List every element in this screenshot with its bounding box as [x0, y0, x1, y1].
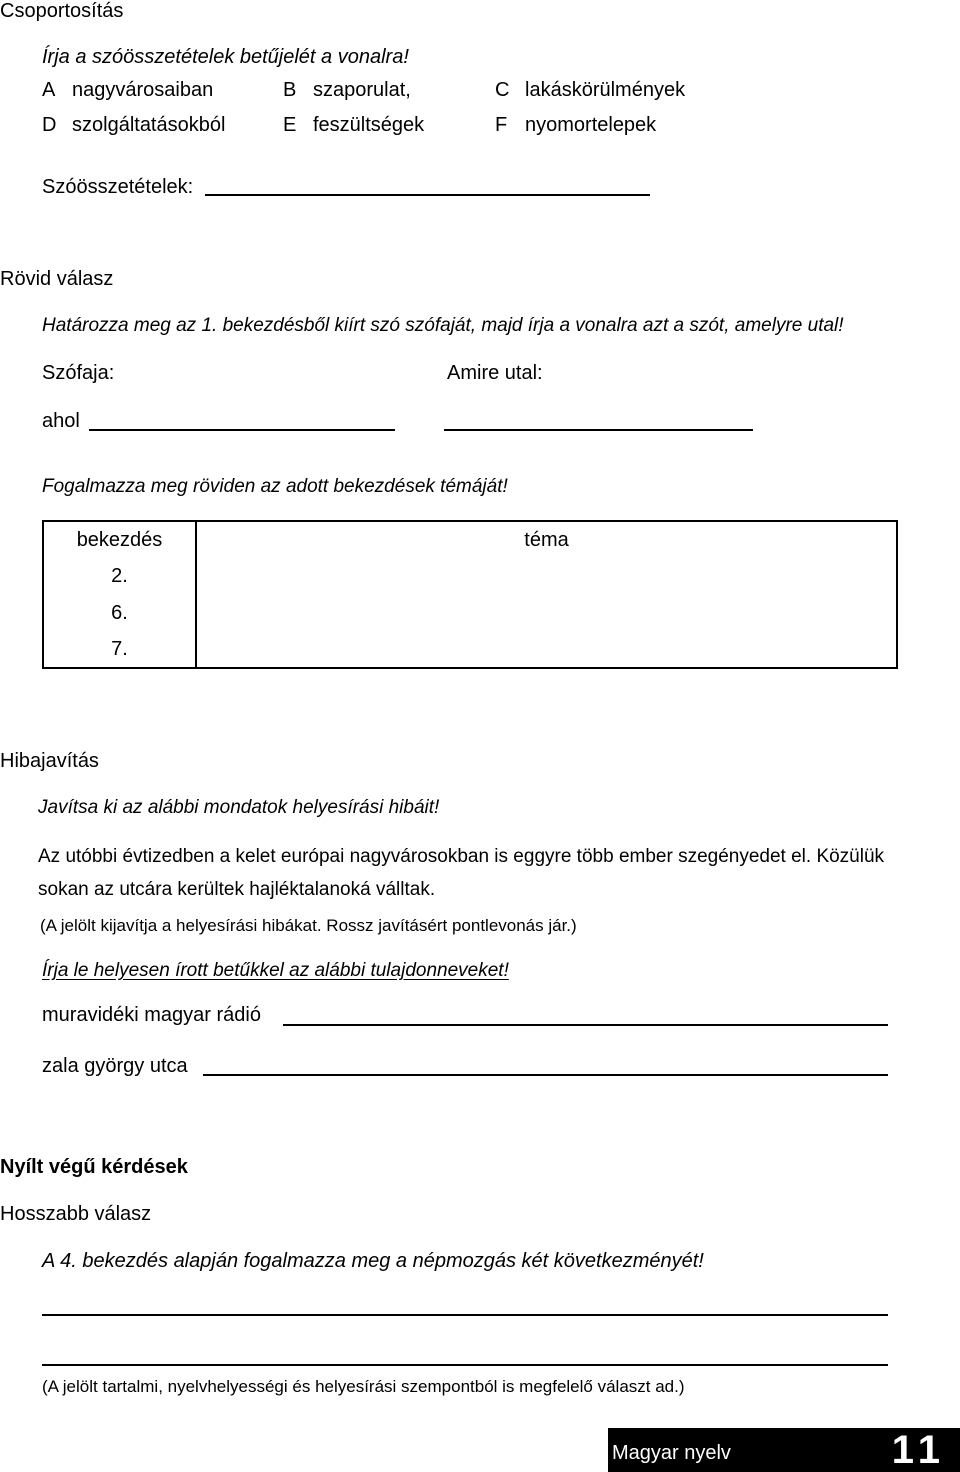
option-word: szolgáltatásokból: [72, 114, 226, 136]
answer-line-2[interactable]: [42, 1364, 888, 1366]
option-letter: E: [283, 114, 297, 136]
option-a: [42, 79, 214, 102]
option-letter: C: [495, 79, 510, 101]
theme-table: [42, 520, 898, 669]
open-instruction: A 4. bekezdés alapján fogalmazza meg a népmozgás két következményét!: [42, 1250, 704, 1272]
compound-answer-label: Szóösszetételek:: [42, 176, 194, 198]
correction-note: (A jelölt kijavítja a helyesírási hibákat. Rossz javításért pontlevonás jár.): [40, 916, 577, 935]
correction-text-line1: Az utóbbi évtizedben a kelet európai nagyvárosokban is eggyre több ember szegényedet el. Közülük: [38, 846, 885, 867]
refers-to-label: Amire utal:: [447, 362, 543, 384]
option-f: [495, 114, 657, 137]
refers-to-answer-line[interactable]: [444, 429, 753, 431]
option-word: nagyvárosaiban: [72, 79, 214, 101]
option-word: lakáskörülmények: [525, 79, 686, 101]
option-word: nyomortelepek: [525, 114, 657, 136]
option-word: szaporulat,: [313, 79, 411, 101]
theme-answer-cell[interactable]: [196, 558, 897, 668]
table-header-row: [43, 521, 897, 558]
correction-text-line2: sokan az utcára kerültek hajléktalanoká válltak.: [38, 879, 436, 900]
correction-instruction: Javítsa ki az alábbi mondatok helyesírási hibáit!: [38, 797, 440, 818]
option-b: [283, 79, 411, 102]
option-letter: A: [42, 79, 56, 101]
proper-names-instruction: Írja le helyesen írott betűkkel az alábbi tulajdonneveket!: [42, 960, 509, 981]
open-questions-heading: Nyílt végű kérdések: [0, 1156, 188, 1178]
short-answer-heading: Rövid válasz: [0, 268, 114, 290]
option-letter: B: [283, 79, 297, 101]
correction-heading: Hibajavítás: [0, 750, 99, 772]
option-word: feszültségek: [313, 114, 425, 136]
proper-name-2: zala györgy utca: [42, 1055, 188, 1077]
answer-line-1[interactable]: [42, 1314, 888, 1316]
word-class-answer-line[interactable]: [89, 429, 395, 431]
option-letter: F: [495, 114, 508, 136]
table-row: [43, 558, 897, 668]
proper-name-1-line[interactable]: [283, 1024, 888, 1026]
short-answer-instruction: Határozza meg az 1. bekezdésből kiírt szó szófaját, majd írja a vonalra azt a szót, amelyre utal!: [42, 315, 844, 336]
proper-name-2-line[interactable]: [203, 1074, 888, 1076]
footer-banner: [608, 1428, 960, 1472]
theme-instruction: Fogalmazza meg röviden az adott bekezdések témáját!: [42, 476, 508, 497]
grouping-heading: Csoportosítás: [0, 0, 124, 22]
grouping-instruction: Írja a szóösszetételek betűjelét a vonalra!: [42, 46, 409, 68]
open-note: (A jelölt tartalmi, nyelvhelyességi és helyesírási szempontból is megfelelő választ ad.): [42, 1377, 685, 1396]
compound-answer-line[interactable]: [205, 194, 650, 196]
header-paragraph: bekezdés: [43, 521, 196, 558]
paragraph-numbers: 2. 6. 7.: [43, 558, 196, 668]
option-d: [42, 114, 226, 137]
proper-name-1: muravidéki magyar rádió: [42, 1004, 261, 1026]
header-theme: téma: [196, 521, 897, 558]
word-ahol: ahol: [42, 410, 80, 432]
page-number: 11: [891, 1428, 946, 1472]
subject-label: Magyar nyelv: [612, 1442, 731, 1464]
option-c: [495, 79, 686, 102]
word-class-label: Szófaja:: [42, 362, 115, 384]
option-letter: D: [42, 114, 57, 136]
option-e: [283, 114, 425, 137]
longer-answer-heading: Hosszabb válasz: [0, 1203, 152, 1225]
